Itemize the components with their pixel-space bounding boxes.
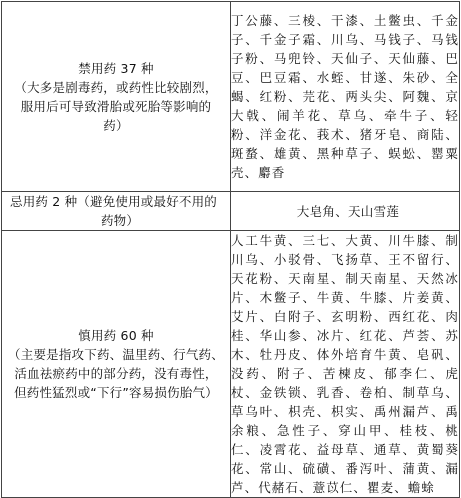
avoid-category-cell [2,192,231,231]
caution-drug-list: 人工牛黄、三七、大黄、川牛膝、制川乌、小驳骨、飞扬草、王不留行、天花粉、天南星、制天南星、天然冰片、木鳖子、牛黄、牛膝、片姜黄、艾片、白附子、玄明粉、西红花、肉桂、华山参、冰片、红花、芦荟、苏木、牡丹皮、体外培育牛黄、皂矾、没药、附子、苦楝皮、郁李仁、虎杖、金铁锁、乳香、卷柏、制草乌、草乌叶、枳壳、枳实、禹州漏芦、禹余粮、急性子、穿山甲、桂枝、桃仁、凌霄花、益母草、通草、黄蜀葵花、常山、硫磺、番泻叶、蒲黄、漏芦、代赭石、薏苡仁、瞿麦、蟾蜍 [231,231,460,498]
caution-category-cell [2,231,231,498]
forbidden-drug-list: 丁公藤、三棱、干漆、土鳖虫、千金子、千金子霜、川乌、马钱子、马钱子粉、马兜铃、天仙子、天仙藤、巴豆、巴豆霜、水蛭、甘遂、朱砂、全蝎、红粉、芫花、两头尖、阿魏、京大戟、闹羊花、草乌、牵牛子、轻粉、洋金花、莪术、猪牙皂、商陆、斑蝥、雄黄、黑种草子、蜈蚣、罂粟壳、麝香 [231,2,460,192]
forbidden-note-line: 服用后可导致滑胎或死胎等影响的 [20,98,212,114]
avoid-title-line: 忌用药 2 种（避免使用或最好不用的 [10,194,218,209]
avoid-drug-list: 大皂角、天山雪莲 [231,192,460,231]
forbidden-note-line: （大多是剧毒药，或药性比较剧烈， [14,79,218,95]
avoid-title-line: 药物） [100,213,140,228]
caution-note-line: 但药性猛烈或“下行”容易损伤胎气） [14,385,218,400]
caution-note-line: 活血祛瘀药中的部分药，没有毒性， [14,366,218,381]
caution-note-line: （主要是指攻下药、温里药、行气药、 [8,347,224,362]
caution-title: 慎用药 60 种 [78,328,154,343]
table-row-avoid [2,192,460,231]
forbidden-category-cell [2,2,231,192]
drug-classification-table [1,1,460,498]
forbidden-title: 禁用药 37 种 [78,60,154,76]
table-row-caution [2,231,460,498]
forbidden-note-line: 药） [103,117,129,133]
table-row-forbidden [2,2,460,192]
